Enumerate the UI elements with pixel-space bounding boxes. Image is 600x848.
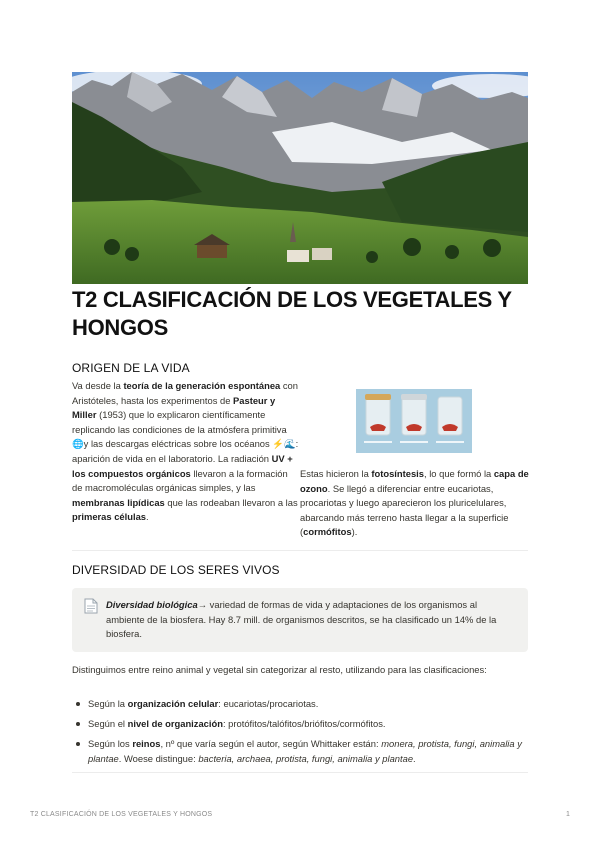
list-item-text: Según la organización celular: eucariotas/procariotas. — [88, 698, 319, 709]
origin-text-left: Va desde la teoría de la generación espontánea con Aristóteles, hasta los experimentos de Pasteur y Miller (1953) que lo explicaron científicamente replicando las condiciones de la atmósfera primitiva 🌐y las descargas eléctricas sobre los océanos ⚡🌊: aparición de vida en el laboratorio. La radiación UV + los compuestos orgánicos llevaron a la formación de macromoléculas orgánicas simples, y las membranas lipídicas que las rodeaban llevaron a las primeras células. — [72, 380, 299, 523]
bullet-icon — [76, 722, 80, 726]
bullet-icon — [76, 702, 80, 706]
list-item-text: Según el nivel de organización: protófitos/talófitos/briófitos/cormófitos. — [88, 718, 386, 730]
list-item — [72, 697, 528, 712]
callout-text: Diversidad biológica→ variedad de formas de vida y adaptaciones de los organismos al ambiente de la biosfera. Hay 8.7 mill. de organismos descritos, se ha clasificado un 14% de la biosfera. — [106, 599, 497, 640]
bullet-icon — [76, 742, 80, 746]
callout-box — [72, 588, 528, 652]
list-item-text: Según los reinos, nº que varía según el autor, según Whittaker están: monera, protista, fungi, animalia y plantae. Woese distingue: bacteria, archaea, protista, fungi, animalia y plantae. — [88, 738, 522, 764]
experiment-image — [356, 389, 472, 453]
hero-image — [72, 72, 528, 284]
classification-intro: Distinguimos entre reino animal y vegetal sin categorizar al resto, utilizando para las clasificaciones: — [72, 664, 487, 675]
list-item — [72, 737, 528, 766]
document-icon — [84, 598, 98, 614]
divider — [72, 550, 528, 551]
page-number: 1 — [566, 811, 570, 818]
section-heading-diversity: DIVERSIDAD DE LOS SERES VIVOS — [72, 563, 280, 577]
page-title: T2 CLASIFICACIÓN DE LOS VEGETALES Y HONGOS — [72, 287, 512, 340]
origin-text-right: Estas hicieron la fotosíntesis, lo que formó la capa de ozono. Se llegó a diferenciar entre eucariotas, procariotas y luego aparecieron los pluricelulares, abarcando más terreno hasta llegar a la superficie (cormófitos). — [300, 468, 529, 538]
classification-list — [72, 697, 528, 772]
footer-title: T2 CLASIFICACIÓN DE LOS VEGETALES Y HONGOS — [30, 811, 213, 818]
section-heading-origin: ORIGEN DE LA VIDA — [72, 361, 190, 375]
list-item — [72, 717, 528, 732]
divider — [72, 772, 528, 773]
